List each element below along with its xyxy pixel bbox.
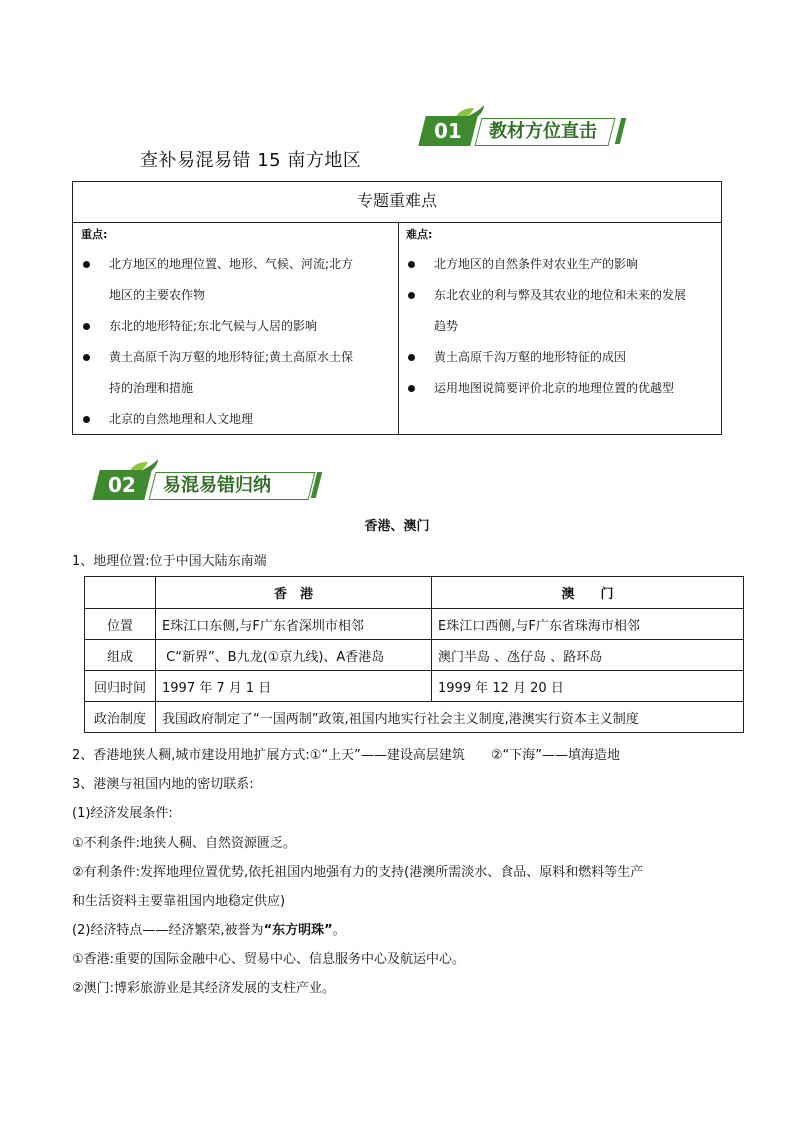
hk-macau-table	[84, 576, 744, 733]
key-points-header: 专题重难点	[73, 182, 721, 223]
features-end: 。	[332, 923, 346, 938]
banner-number: 01	[418, 116, 477, 146]
table-row	[85, 609, 744, 640]
table-header-cell	[85, 577, 156, 609]
key-points-left	[73, 222, 399, 434]
bullet	[83, 354, 90, 361]
key-points-right	[398, 222, 721, 434]
paragraph-land: 2、香港地狭人稠,城市建设用地扩展方式:①“上天”——建设高层建筑 ②“下海”——填海造地	[72, 748, 621, 763]
list-item: 黄土高原千沟万壑的地形特征;黄土高原水土保	[109, 350, 354, 364]
row-label: 政治制度	[85, 702, 156, 733]
bullet	[408, 292, 415, 299]
paragraph-favorable: ②有利条件:发挥地理位置优势,依托祖国内地强有力的支持(港澳所需淡水、食品、原料和燃料等生产	[72, 865, 644, 880]
banner-stripe	[615, 118, 626, 144]
table-row	[85, 671, 744, 702]
page-title: 查补易混易错 15 南方地区	[140, 150, 362, 171]
paragraph-features	[72, 919, 346, 938]
list-item: 北京的自然地理和人文地理	[109, 412, 254, 426]
row-label: 组成	[85, 640, 156, 671]
banner-label: 教材方位直击	[475, 118, 616, 146]
paragraph-macau: ②澳门:博彩旅游业是其经济发展的支柱产业。	[72, 981, 336, 996]
bullet	[408, 385, 415, 392]
bullet	[83, 416, 90, 423]
list-item: 地区的主要农作物	[109, 288, 206, 302]
oriental-pearl: “东方明珠”	[263, 923, 333, 938]
list-item: 北方地区的地理位置、地形、气候、河流;北方	[109, 257, 354, 271]
section-banner-01	[422, 104, 632, 146]
row-label: 回归时间	[85, 671, 156, 702]
table-row	[85, 702, 744, 733]
paragraph-conditions: (1)经济发展条件:	[72, 806, 173, 821]
paragraph-favorable-cont: 和生活资料主要靠祖国内地稳定供应)	[72, 894, 286, 909]
features-text: (2)经济特点——经济繁荣,被誉为	[72, 923, 264, 938]
banner-label: 易混易错归纳	[149, 472, 316, 500]
list-item: 黄土高原千沟万壑的地形特征的成因	[434, 350, 627, 364]
row-label: 位置	[85, 609, 156, 640]
bullet	[408, 261, 415, 268]
table-row	[85, 640, 744, 671]
list-item: 东北农业的利与弊及其农业的地位和未来的发展	[434, 288, 687, 302]
paragraph-hongkong: ①香港:重要的国际金融中心、贸易中心、信息服务中心及航运中心。	[72, 952, 466, 967]
table-cell: 1999 年 12 月 20 日	[432, 671, 744, 702]
bullet	[83, 323, 90, 330]
list-item: 运用地图说简要评价北京的地理位置的优越型	[434, 381, 675, 395]
table-cell: 我国政府制定了“一国两制”政策,祖国内地实行社会主义制度,港澳实行资本主义制度	[156, 702, 744, 733]
table-cell: C“新界”、B九龙(①京九线)、A香港岛	[156, 640, 432, 671]
list-item: 持的治理和措施	[109, 381, 194, 395]
list-item: 北方地区的自然条件对农业生产的影响	[434, 257, 639, 271]
key-points-table	[72, 181, 722, 435]
list-item: 东北的地形特征;东北气候与人居的影响	[109, 319, 318, 333]
paragraph-unfavorable: ①不利条件:地狭人稠、自然资源匮乏。	[72, 836, 297, 851]
table-header-cell: 香 港	[156, 577, 432, 609]
paragraph-location: 1、地理位置:位于中国大陆东南端	[72, 554, 267, 569]
table-header-row	[85, 577, 744, 609]
table-cell: E珠江口西侧,与F广东省珠海市相邻	[432, 609, 744, 640]
table-header-cell: 澳 门	[432, 577, 744, 609]
bullet	[408, 354, 415, 361]
bullet	[83, 261, 90, 268]
section-title: 香港、澳门	[364, 519, 430, 534]
paragraph-links: 3、港澳与祖国内地的密切联系:	[72, 777, 254, 792]
table-cell: 澳门半岛 、氹仔岛 、路环岛	[432, 640, 744, 671]
table-cell: E珠江口东侧,与F广东省深圳市相邻	[156, 609, 432, 640]
table-cell: 1997 年 7 月 1 日	[156, 671, 432, 702]
left-heading: 重点:	[81, 228, 108, 241]
right-heading: 难点:	[406, 228, 433, 241]
banner-number: 02	[92, 470, 151, 500]
list-item: 趋势	[434, 319, 459, 333]
section-banner-02	[96, 458, 336, 500]
